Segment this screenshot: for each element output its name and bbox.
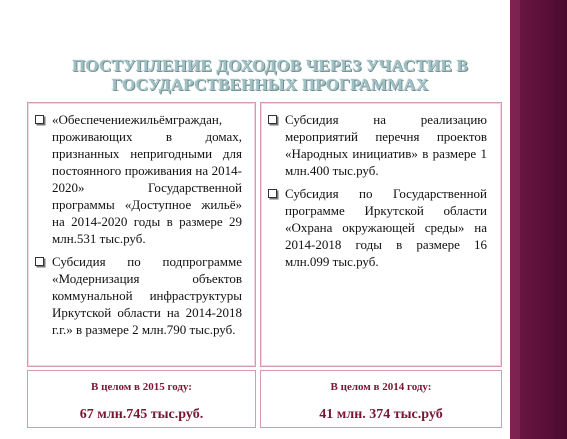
total-2015-box [27,370,256,428]
total-2014-value: 41 млн. 374 тыс.руб [319,407,443,422]
square-bullet-icon [35,257,44,266]
total-2014-box [260,370,502,428]
list-item [265,185,487,270]
decorative-side-bar [510,0,567,439]
list-item-text: «Обеспечениежильёмграждан, проживающих в домах, признанных непригодными для постоянного проживания на 2014-2020» Государственной программы «Доступное жильё» на 2014-2020 годы в размере 29 млн.531 тыс.руб. [52,112,242,246]
list-item-text: Субсидия по Государственной программе Иркутской области «Охрана окружающей среды» на 2014-2018 годы в размере 16 млн.099 тыс.руб. [285,186,487,269]
list-item [32,111,242,247]
list-item-text: Субсидия на реализацию мероприятий перечня проектов «Народных инициатив» в размере 1 млн.400 тыс.руб. [285,112,487,178]
slide-title: ПОСТУПЛЕНИЕ ДОХОДОВ ЧЕРЕЗ УЧАСТИЕ В ГОСУДАРСТВЕННЫХ ПРОГРАММАХ [71,56,469,94]
right-panel [260,102,502,367]
square-bullet-icon [35,115,44,124]
square-bullet-icon [268,115,277,124]
side-bar-highlight [510,0,520,439]
total-2014-label: В целом в 2014 году: [330,381,432,393]
left-bullet-list [32,111,242,338]
list-item [265,111,487,179]
square-bullet-icon [268,189,277,198]
list-item [32,253,242,338]
left-panel [27,102,256,367]
right-bullet-list [265,111,487,270]
list-item-text: Субсидия по подпрограмме «Модернизация объектов коммунальной инфраструктуры Иркутской области на 2014-2018 г.г.» в размере 2 млн.790 тыс.руб. [52,254,242,337]
total-2015-label: В целом в 2015 году: [91,381,192,393]
total-2015-value: 67 млн.745 тыс.руб. [79,407,204,422]
